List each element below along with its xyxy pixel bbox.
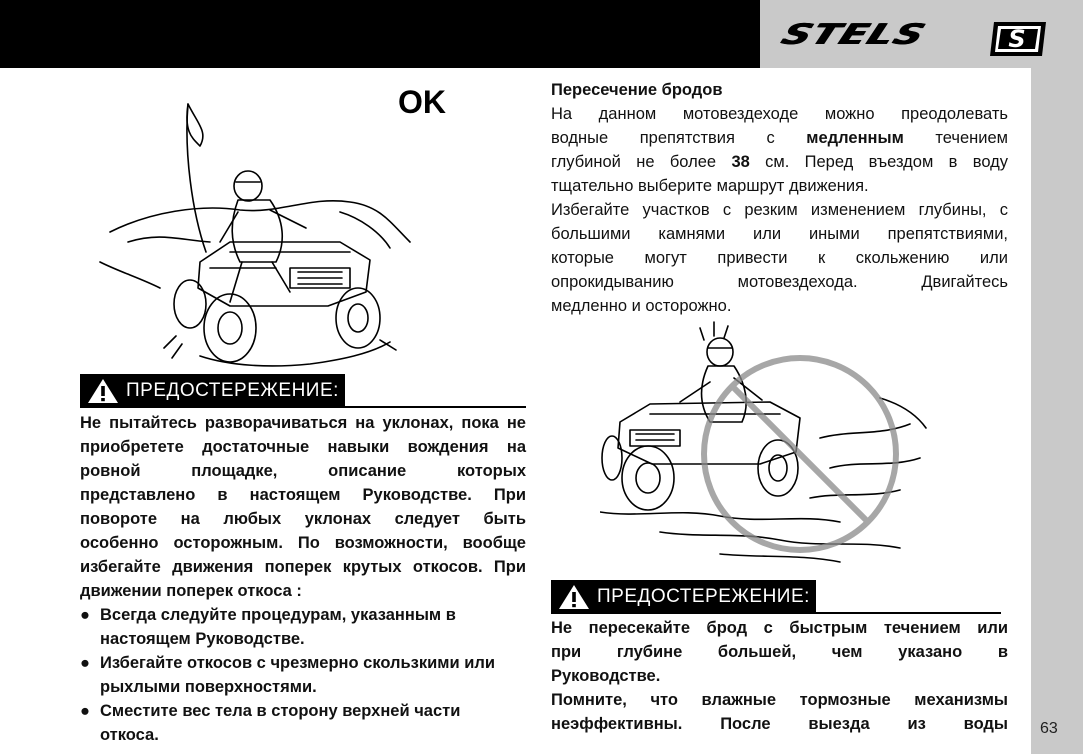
bullet-line: Всегда следуйте процедурам, указанным в: [100, 606, 456, 624]
bullet-line: настоящем Руководстве.: [100, 630, 305, 648]
bullet-item: [80, 651, 526, 699]
bullet-line: Избегайте откосов с чрезмерно скользкими или: [100, 654, 495, 672]
bullet-item: [80, 603, 526, 651]
para-line: большими камнями или иными препятствиями,: [551, 225, 1008, 243]
left-warning-header: [80, 374, 526, 408]
section-title: Пересечение бродов: [551, 81, 723, 99]
right-warning-line: Помните, что влажные тормозные механизмы: [551, 691, 1008, 709]
left-warning-line: Не пытайтесь разворачиваться на уклонах, пока не: [80, 414, 526, 432]
right-warning-line: Руководстве.: [551, 667, 661, 685]
right-text-block: [551, 78, 1008, 318]
warning-triangle-icon: [557, 583, 591, 611]
bullet-dot-icon: ●: [80, 702, 90, 720]
para-line: На данном мотовездеходе можно преодолевать: [551, 105, 1008, 123]
right-warning-line: неэффективны. После выезда из воды: [551, 715, 1008, 733]
badge-letter: S: [1008, 25, 1026, 53]
brand-logo-text: STELS: [777, 17, 932, 51]
para-line: медленно и осторожно.: [551, 297, 732, 315]
brand-logo-area: [760, 0, 1083, 68]
atv-slope-illustration: [80, 92, 470, 374]
bullet-item: [80, 699, 526, 747]
para-line: [551, 126, 1008, 150]
right-warning-line: Не пересекайте брод с быстрым течением или: [551, 619, 1008, 637]
right-warning-header: [551, 580, 1001, 614]
bullet-line: откоса.: [100, 726, 159, 744]
para-line: Избегайте участков с резким изменением глубины, с: [551, 201, 1008, 219]
left-warning-line: приобретете достаточные навыки вождения на: [80, 438, 526, 456]
bullet-line: Сместите вес тела в сторону верхней части: [100, 702, 461, 720]
atv-ford-prohibited-illustration: [600, 318, 930, 578]
right-warning-title: ПРЕДОСТЕРЕЖЕНИЕ:: [597, 586, 810, 607]
left-warning-line: ровной площадке, описание которых: [80, 462, 526, 480]
bullet-dot-icon: ●: [80, 606, 90, 624]
para-line: которые могут привести к скольжению или: [551, 249, 1008, 267]
para-line: тщательно выберите маршрут движения.: [551, 177, 869, 195]
brand-badge-icon: [986, 16, 1052, 60]
page-number: 63: [1040, 720, 1058, 737]
page-margin-strip: [1031, 68, 1083, 754]
right-warning-rule: [551, 612, 1001, 614]
para-text-bold: 38: [731, 153, 750, 171]
right-warning-line: при глубине большей, чем указано в: [551, 643, 1008, 661]
left-warning-label: [80, 374, 345, 408]
right-warning-text: [551, 616, 1008, 736]
para-text-bold: медленным: [806, 129, 904, 147]
para-line: [551, 150, 1008, 174]
warning-triangle-icon: [86, 377, 120, 405]
left-warning-line: представлено в настоящем Руководстве. При: [80, 486, 526, 504]
left-warning-line: особенно осторожным. По возможности, вообще: [80, 534, 526, 552]
left-warning-line: движении поперек откоса :: [80, 582, 302, 600]
left-warning-title: ПРЕДОСТЕРЕЖЕНИЕ:: [126, 380, 339, 401]
para-line: опрокидыванию мотовездехода. Двигайтесь: [551, 273, 1008, 291]
bullet-line: рыхлыми поверхностями.: [100, 678, 317, 696]
left-warning-rule: [80, 406, 526, 408]
para-text: водные препятствия с: [551, 129, 775, 147]
left-warning-line: повороте на любых уклонах следует быть: [80, 510, 526, 528]
ok-label: OK: [398, 84, 446, 120]
para-text: см. Перед въездом в воду: [765, 153, 1009, 171]
header-bar: [0, 0, 760, 68]
para-text: глубиной не более: [551, 153, 717, 171]
para-text: течением: [935, 129, 1008, 147]
left-warning-line: избегайте движения поперек крутых откосов. При: [80, 558, 526, 576]
bullet-dot-icon: ●: [80, 654, 90, 672]
right-warning-label: [551, 580, 816, 614]
left-warning-text: [80, 411, 526, 747]
